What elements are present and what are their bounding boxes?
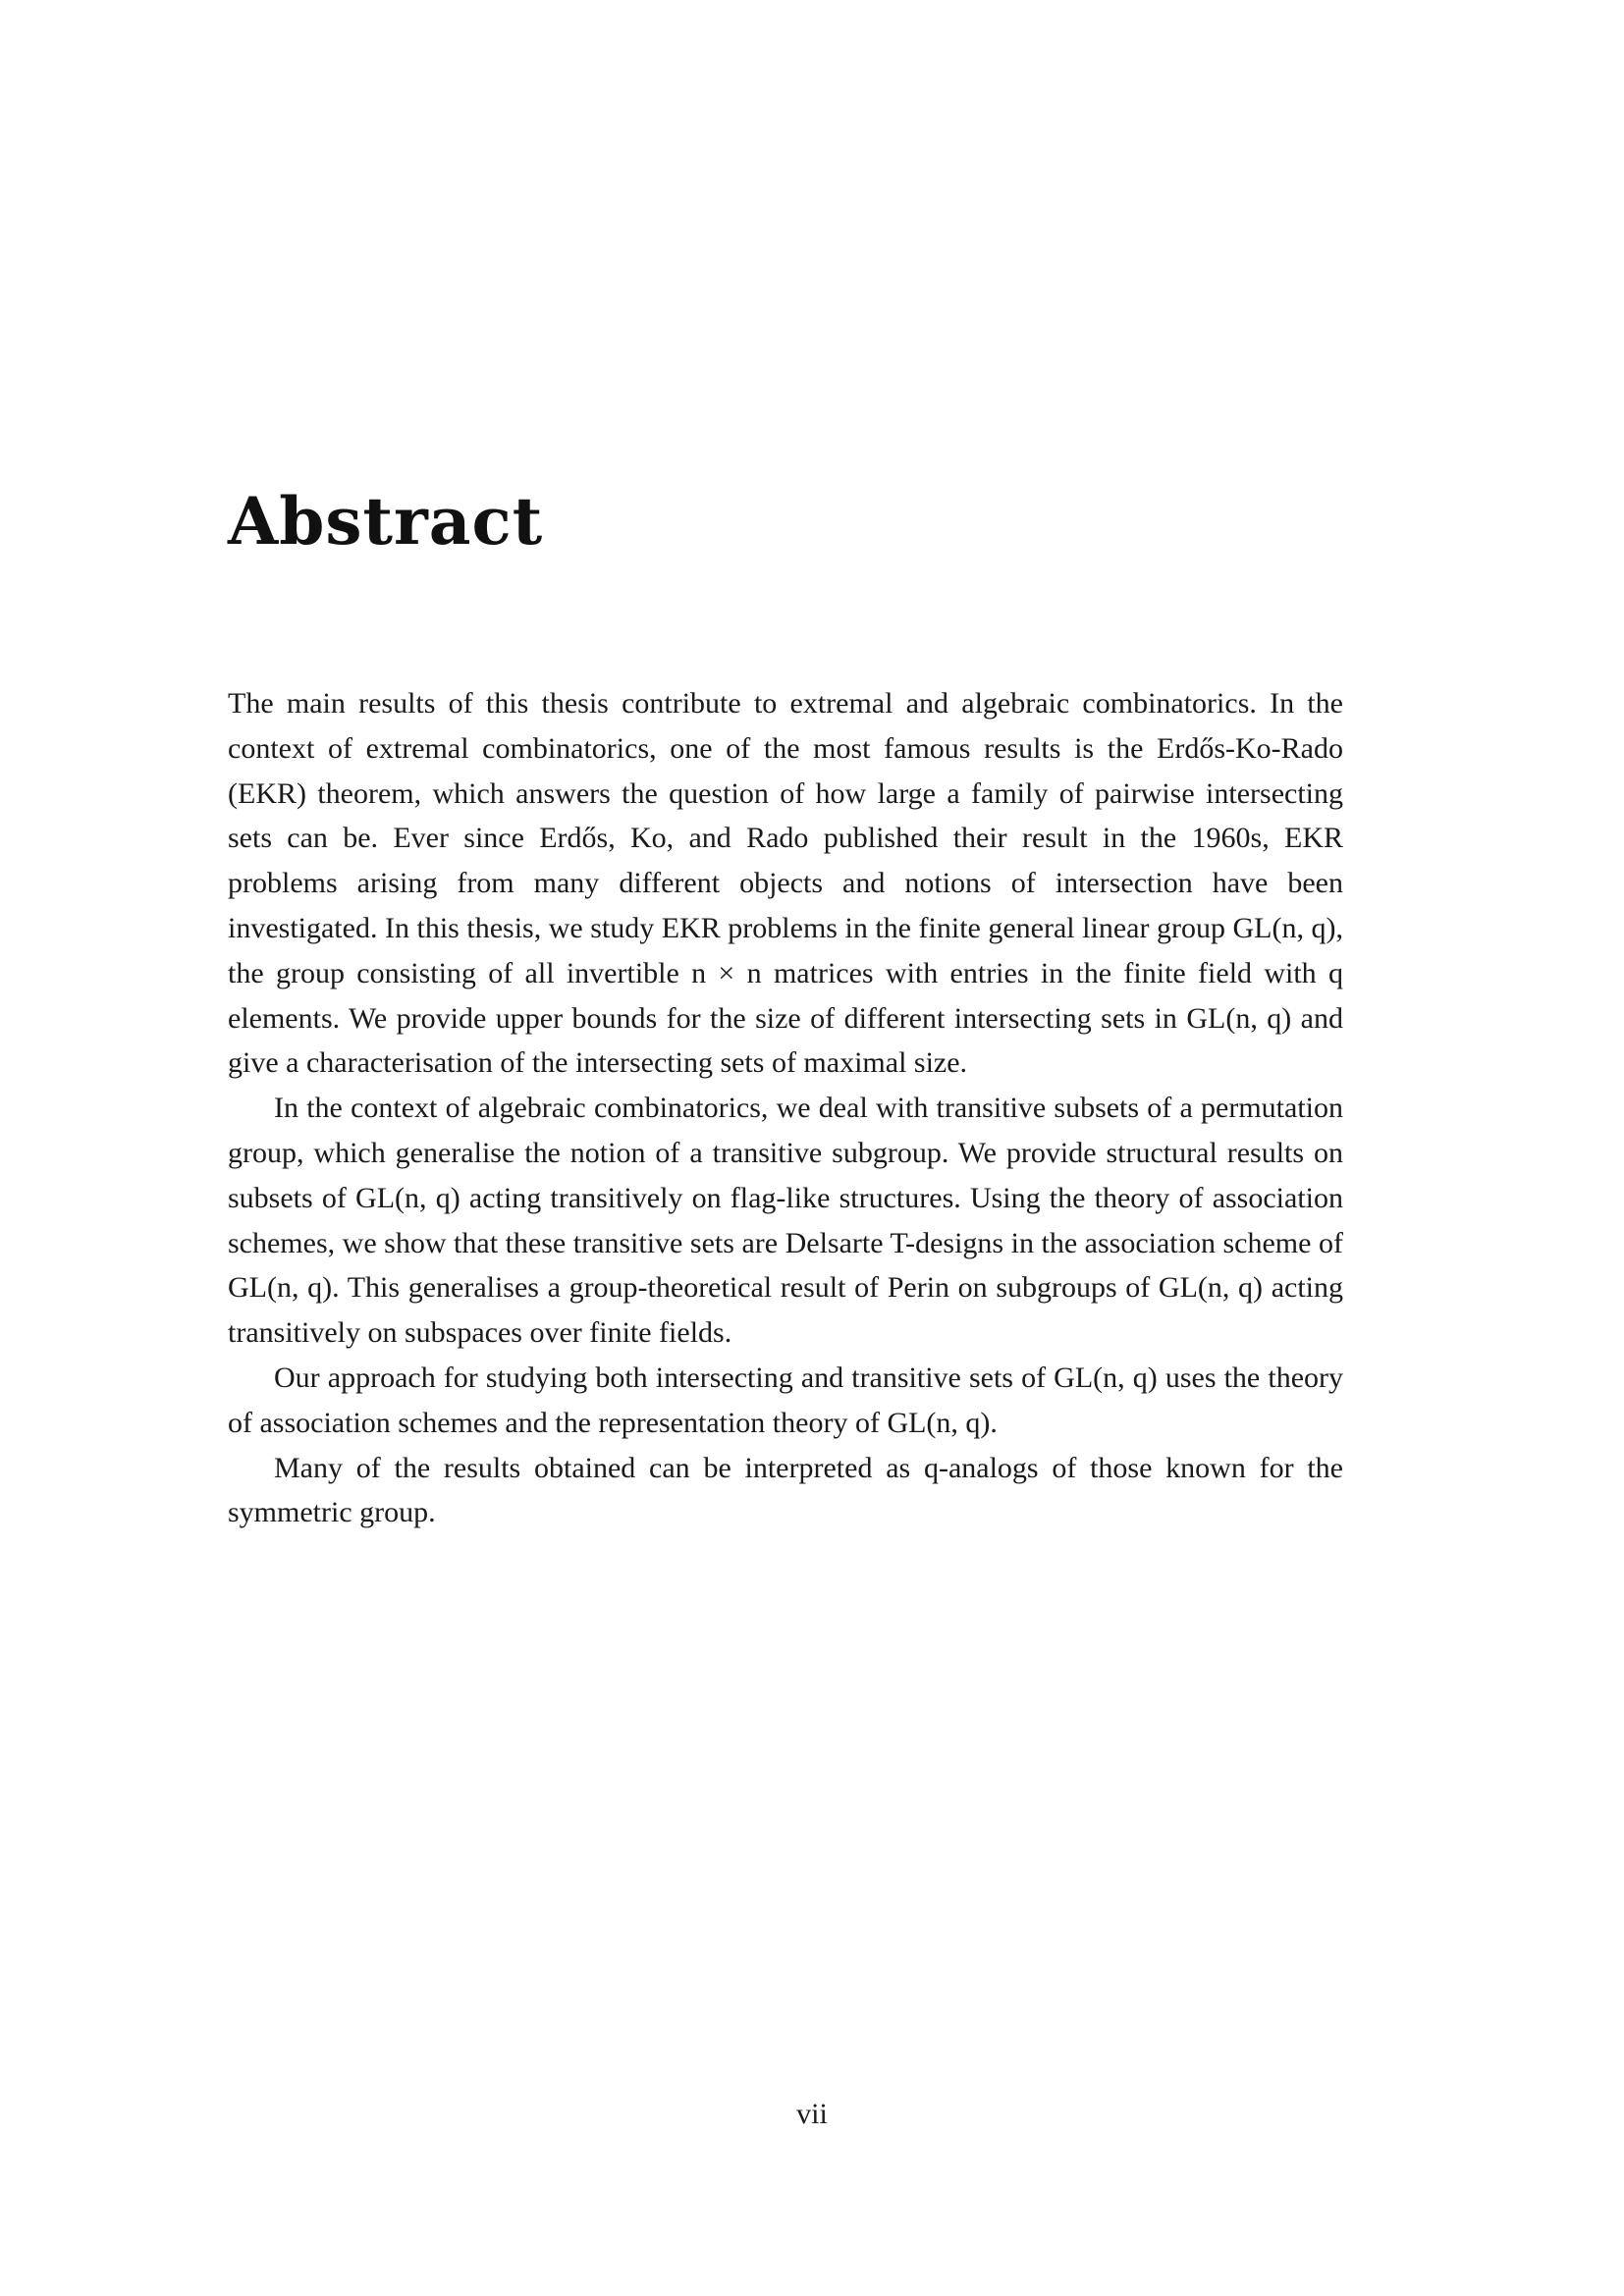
- abstract-paragraph-1: The main results of this thesis contribute to extremal and algebraic combinatorics. In the context of extremal combinatorics, one of the most famous results is the Erdős-Ko-Rado (EKR) theorem, which answers the question of how large a family of pairwise intersecting sets can be. Ever since Erdős, Ko, and Rado published their result in the 1960s, EKR problems arising from many different objects and notions of intersection have been investigated. In this thesis, we study EKR problems in the finite general linear group GL(n, q), the group consisting of all invertible n × n matrices with entries in the finite field with q elements. We provide upper bounds for the size of different intersecting sets in GL(n, q) and give a characterisation of the intersecting sets of maximal size.: [228, 687, 1343, 1080]
- page-title: Abstract: [228, 483, 544, 560]
- abstract-body: [228, 681, 1343, 1535]
- abstract-paragraph-4: Many of the results obtained can be interpreted as q-analogs of those known for the symmetric group.: [228, 1451, 1343, 1529]
- abstract-paragraph-3: Our approach for studying both intersecting and transitive sets of GL(n, q) uses the theory of association schemes and the representation theory of GL(n, q).: [228, 1361, 1343, 1439]
- abstract-paragraph-2: In the context of algebraic combinatorics, we deal with transitive subsets of a permutation group, which generalise the notion of a transitive subgroup. We provide structural results on subsets of GL(n, q) acting transitively on flag-like structures. Using the theory of association schemes, we show that these transitive sets are Delsarte T-designs in the association scheme of GL(n, q). This generalises a group-theoretical result of Perin on subgroups of GL(n, q) acting transitively on subspaces over finite fields.: [228, 1092, 1343, 1350]
- page-number: vii: [796, 2098, 828, 2130]
